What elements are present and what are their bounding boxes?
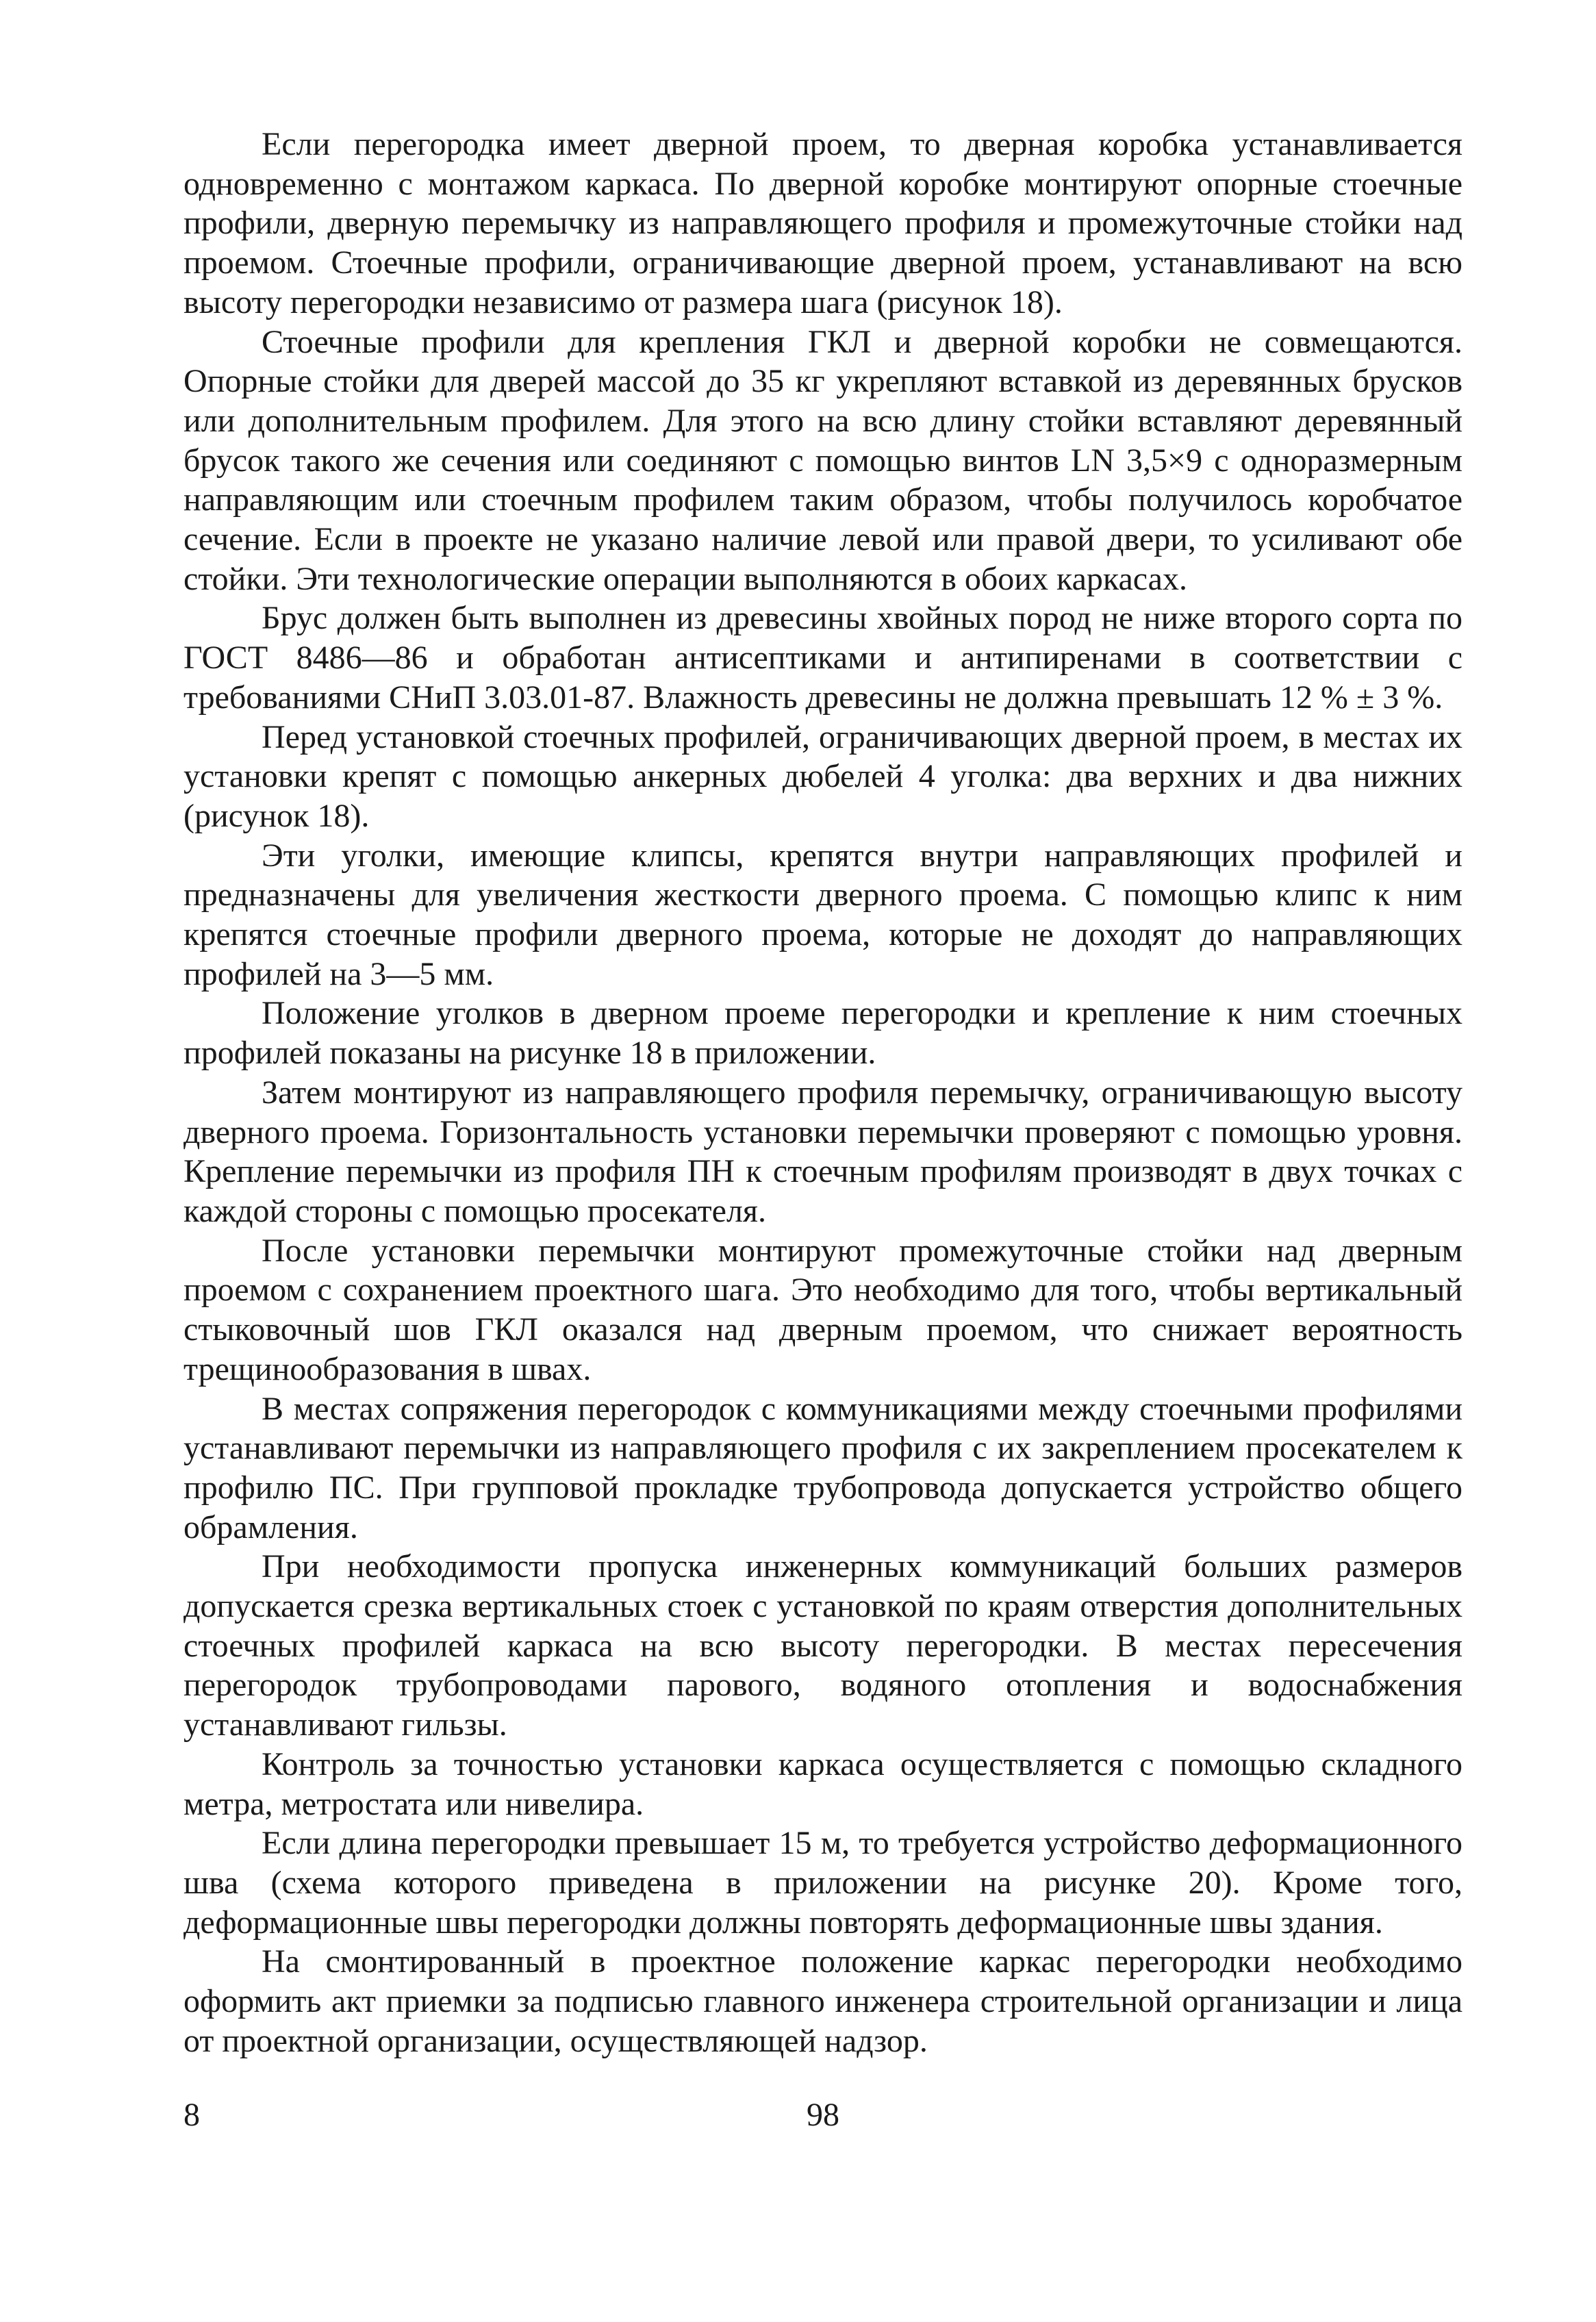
paragraph-utilities-junction: В местах сопряжения перегородок с коммуникациями между стоечными профилями устанавливают перемычки из направляющего профиля с их закреплением просекателем к профилю ПС. При групповой прокладке трубопровода допускается устройство общего обрамления. (183, 1390, 1462, 1545)
paragraph-door-opening: Если перегородка имеет дверной проем, то дверная коробка устанавливается одновременно с монтажом каркаса. По дверной коробке монтируют опорные стоечные профили, дверную перемычку из направляющего профиля и промежуточные стойки над проемом. Стоечные профили, ограничивающие дверной проем, устанавливают на всю высоту перегородки независимо от размера шага (рисунок 18). (183, 126, 1462, 320)
paragraph-bracket-position: Положение уголков в дверном проеме перегородки и крепление к ним стоечных профилей показаны на рисунке 18 в приложении. (183, 995, 1462, 1072)
paragraph-acceptance-act: На смонтированный в проектное положение каркас перегородки необходимо оформить акт приемки за подписью главного инженера строительной организации и лица от проектной организации, осуществляющей надзор. (183, 1943, 1462, 2059)
paragraph-large-utilities: При необходимости пропуска инженерных коммуникаций больших размеров допускается срезка вертикальных стоек с установкой по краям отверстия дополнительных стоечных профилей каркаса на всю высоту перегородки. В местах пересечения перегородок трубопроводами парового, водяного отопления и водоснабжения устанавливают гильзы. (183, 1548, 1462, 1743)
body-text (183, 125, 1462, 2060)
paragraph-accuracy-control: Контроль за точностью установки каркаса осуществляется с помощью складного метра, метростата или нивелира. (183, 1745, 1462, 1822)
paragraph-expansion-joint: Если длина перегородки превышает 15 м, то требуется устройство деформационного шва (схема которого приведена в приложении на рисунке 20). Кроме того, деформационные швы перегородки должны повторять деформационные швы здания. (183, 1825, 1462, 1941)
paragraph-support-posts: Стоечные профили для крепления ГКЛ и дверной коробки не совмещаются. Опорные стойки для дверей массой до 35 кг укрепляют вставкой из деревянных брусков или дополнительным профилем. Для этого на всю длину стойки вставляют деревянный брусок такого же сечения или соединяют с помощью винтов LN 3,5×9 с одноразмерным направляющим или стоечным профилем таким образом, чтобы получилось коробчатое сечение. Если в проекте не указано наличие левой или правой двери, то усиливают обе стойки. Эти технологические операции выполняются в обоих каркасах. (183, 323, 1462, 597)
paragraph-timber-requirements: Брус должен быть выполнен из древесины хвойных пород не ниже второго сорта по ГОСТ 8486—86 и обработан антисептиками и антипиренами в соответствии с требованиями СНиП 3.03.01-87. Влажность древесины не должна превышать 12 % ± 3 %. (183, 600, 1462, 716)
paragraph-lintel-mounting: Затем монтируют из направляющего профиля перемычку, ограничивающую высоту дверного проема. Горизонтальность установки перемычки проверяют с помощью уровня. Крепление перемычки из профиля ПН к стоечным профилям производят в двух точках с каждой стороны с помощью просекателя. (183, 1074, 1462, 1229)
paragraph-corner-brackets: Перед установкой стоечных профилей, ограничивающих дверной проем, в местах их установки крепят с помощью анкерных дюбелей 4 уголка: два верхних и два нижних (рисунок 18). (183, 718, 1462, 834)
section-page-number: 8 (183, 2097, 200, 2133)
page-number: 98 (807, 2097, 839, 2133)
paragraph-clip-brackets: Эти уголки, имеющие клипсы, крепятся внутри направляющих профилей и предназначены для увеличения жесткости дверного проема. С помощью клипс к ним крепятся стоечные профили дверного проема, которые не доходят до направляющих профилей на 3—5 мм. (183, 837, 1462, 992)
paragraph-intermediate-posts: После установки перемычки монтируют промежуточные стойки над дверным проемом с сохранением проектного шага. Это необходимо для того, чтобы вертикальный стыковочный шов ГКЛ оказался над дверным проемом, что снижает вероятность трещинообразования в швах. (183, 1232, 1462, 1387)
